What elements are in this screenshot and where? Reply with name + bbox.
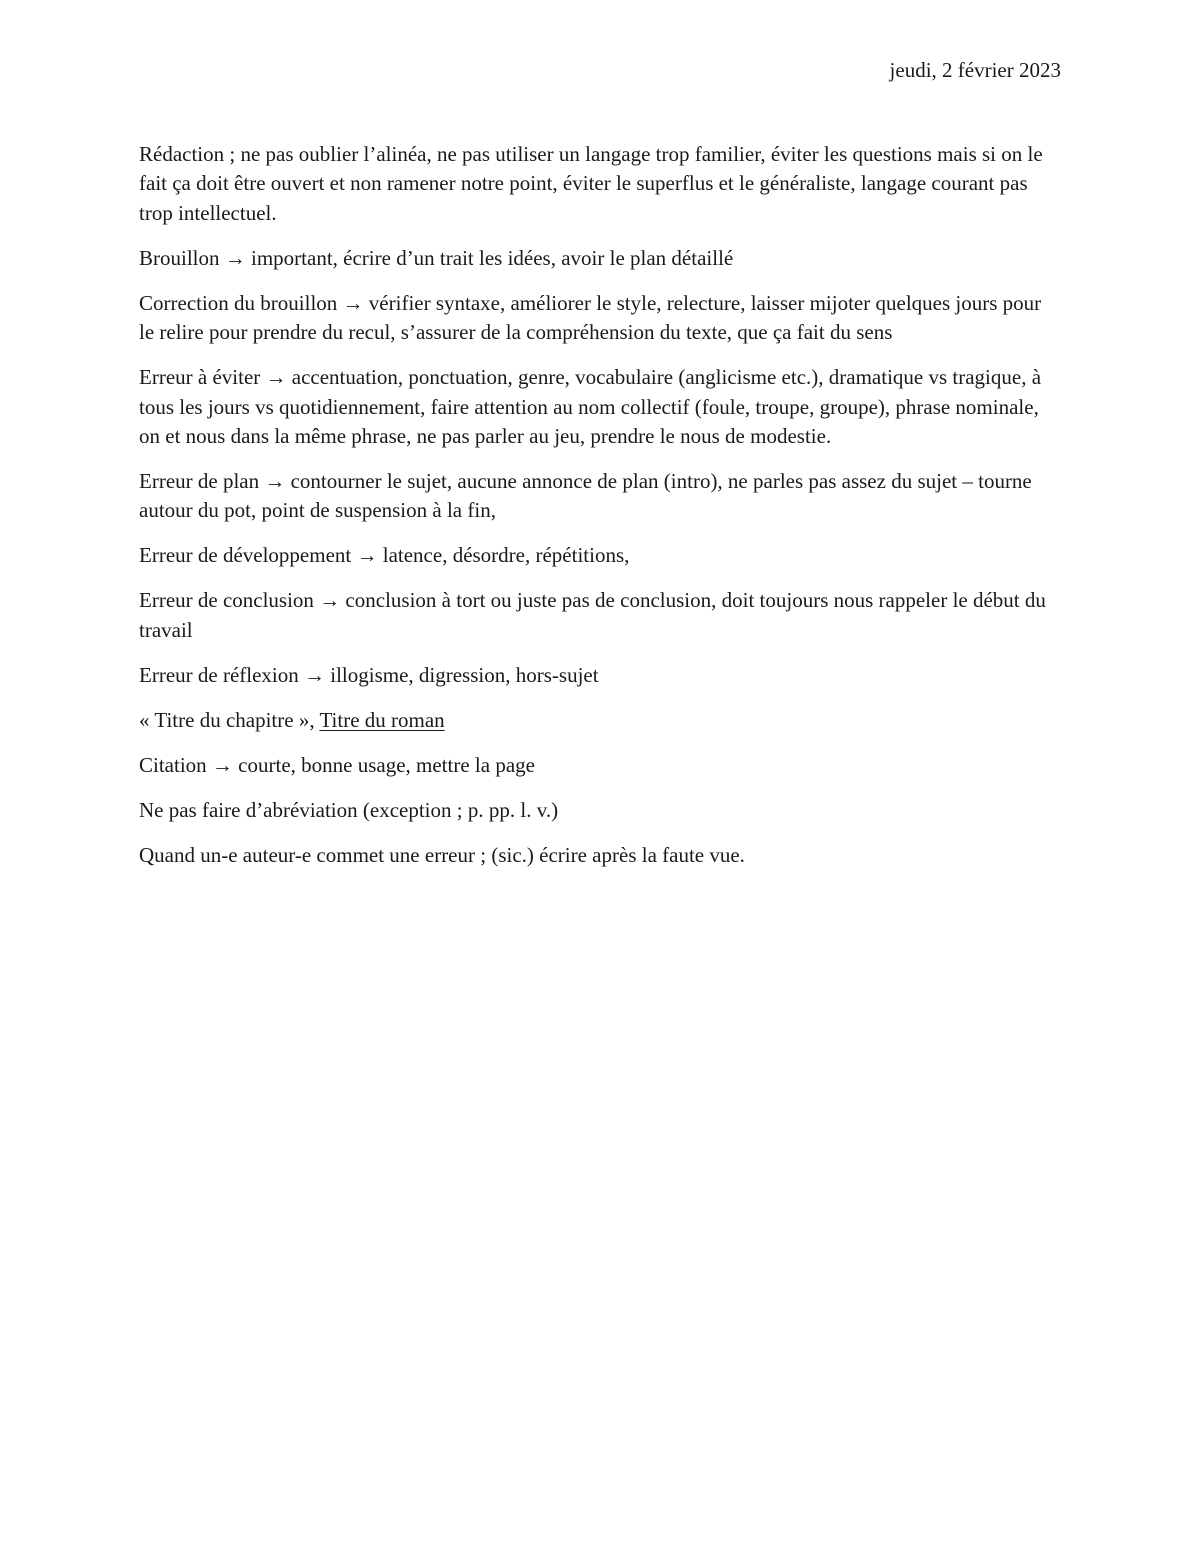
paragraph-erreur-plan: Erreur de plan → contourner le sujet, aucune annonce de plan (intro), ne parles pas assez du sujet – tourne autour du pot, point de suspension à la fin,	[139, 469, 1032, 523]
document-date: jeudi, 2 février 2023	[889, 58, 1061, 82]
paragraph-abreviation: Ne pas faire d’abréviation (exception ; p. pp. l. v.)	[139, 797, 559, 822]
paragraph-brouillon: Brouillon → important, écrire d’un trait les idées, avoir le plan détaillé	[139, 245, 734, 270]
paragraph-erreur-reflexion: Erreur de réflexion → illogisme, digression, hors-sujet	[139, 662, 599, 687]
paragraph-erreur-developpement: Erreur de développement → latence, désordre, répétitions,	[139, 543, 630, 568]
paragraph-erreur-eviter: Erreur à éviter → accentuation, ponctuation, genre, vocabulaire (anglicisme etc.), dramatique vs tragique, à tous les jours vs quotidiennement, faire attention au nom collectif (foule, troupe, groupe), phrase nominale, on et nous dans la même phrase, ne pas parler au jeu, prendre le nous de modestie.	[139, 365, 1042, 449]
novel-title-example: Titre du roman	[319, 707, 445, 732]
paragraph-citation: Citation → courte, bonne usage, mettre la page	[139, 752, 535, 777]
document-body	[139, 140, 1061, 886]
paragraph-redaction: Rédaction ; ne pas oublier l’alinéa, ne pas utiliser un langage trop familier, éviter les questions mais si on le fait ça doit être ouvert et non ramener notre point, éviter le superflus et le généraliste, langage courant pas trop intellectuel.	[139, 142, 1043, 225]
chapter-title-example: « Titre du chapitre »,	[139, 707, 315, 732]
paragraph-correction: Correction du brouillon → vérifier syntaxe, améliorer le style, relecture, laisser mijoter quelques jours pour le relire pour prendre du recul, s’assurer de la compréhension du texte, que ça fait du sens	[139, 290, 1042, 345]
paragraph-title-format	[139, 706, 1061, 735]
paragraph-sic: Quand un-e auteur-e commet une erreur ; (sic.) écrire après la faute vue.	[139, 842, 745, 867]
paragraph-erreur-conclusion: Erreur de conclusion → conclusion à tort ou juste pas de conclusion, doit toujours nous rappeler le début du travail	[139, 588, 1046, 642]
